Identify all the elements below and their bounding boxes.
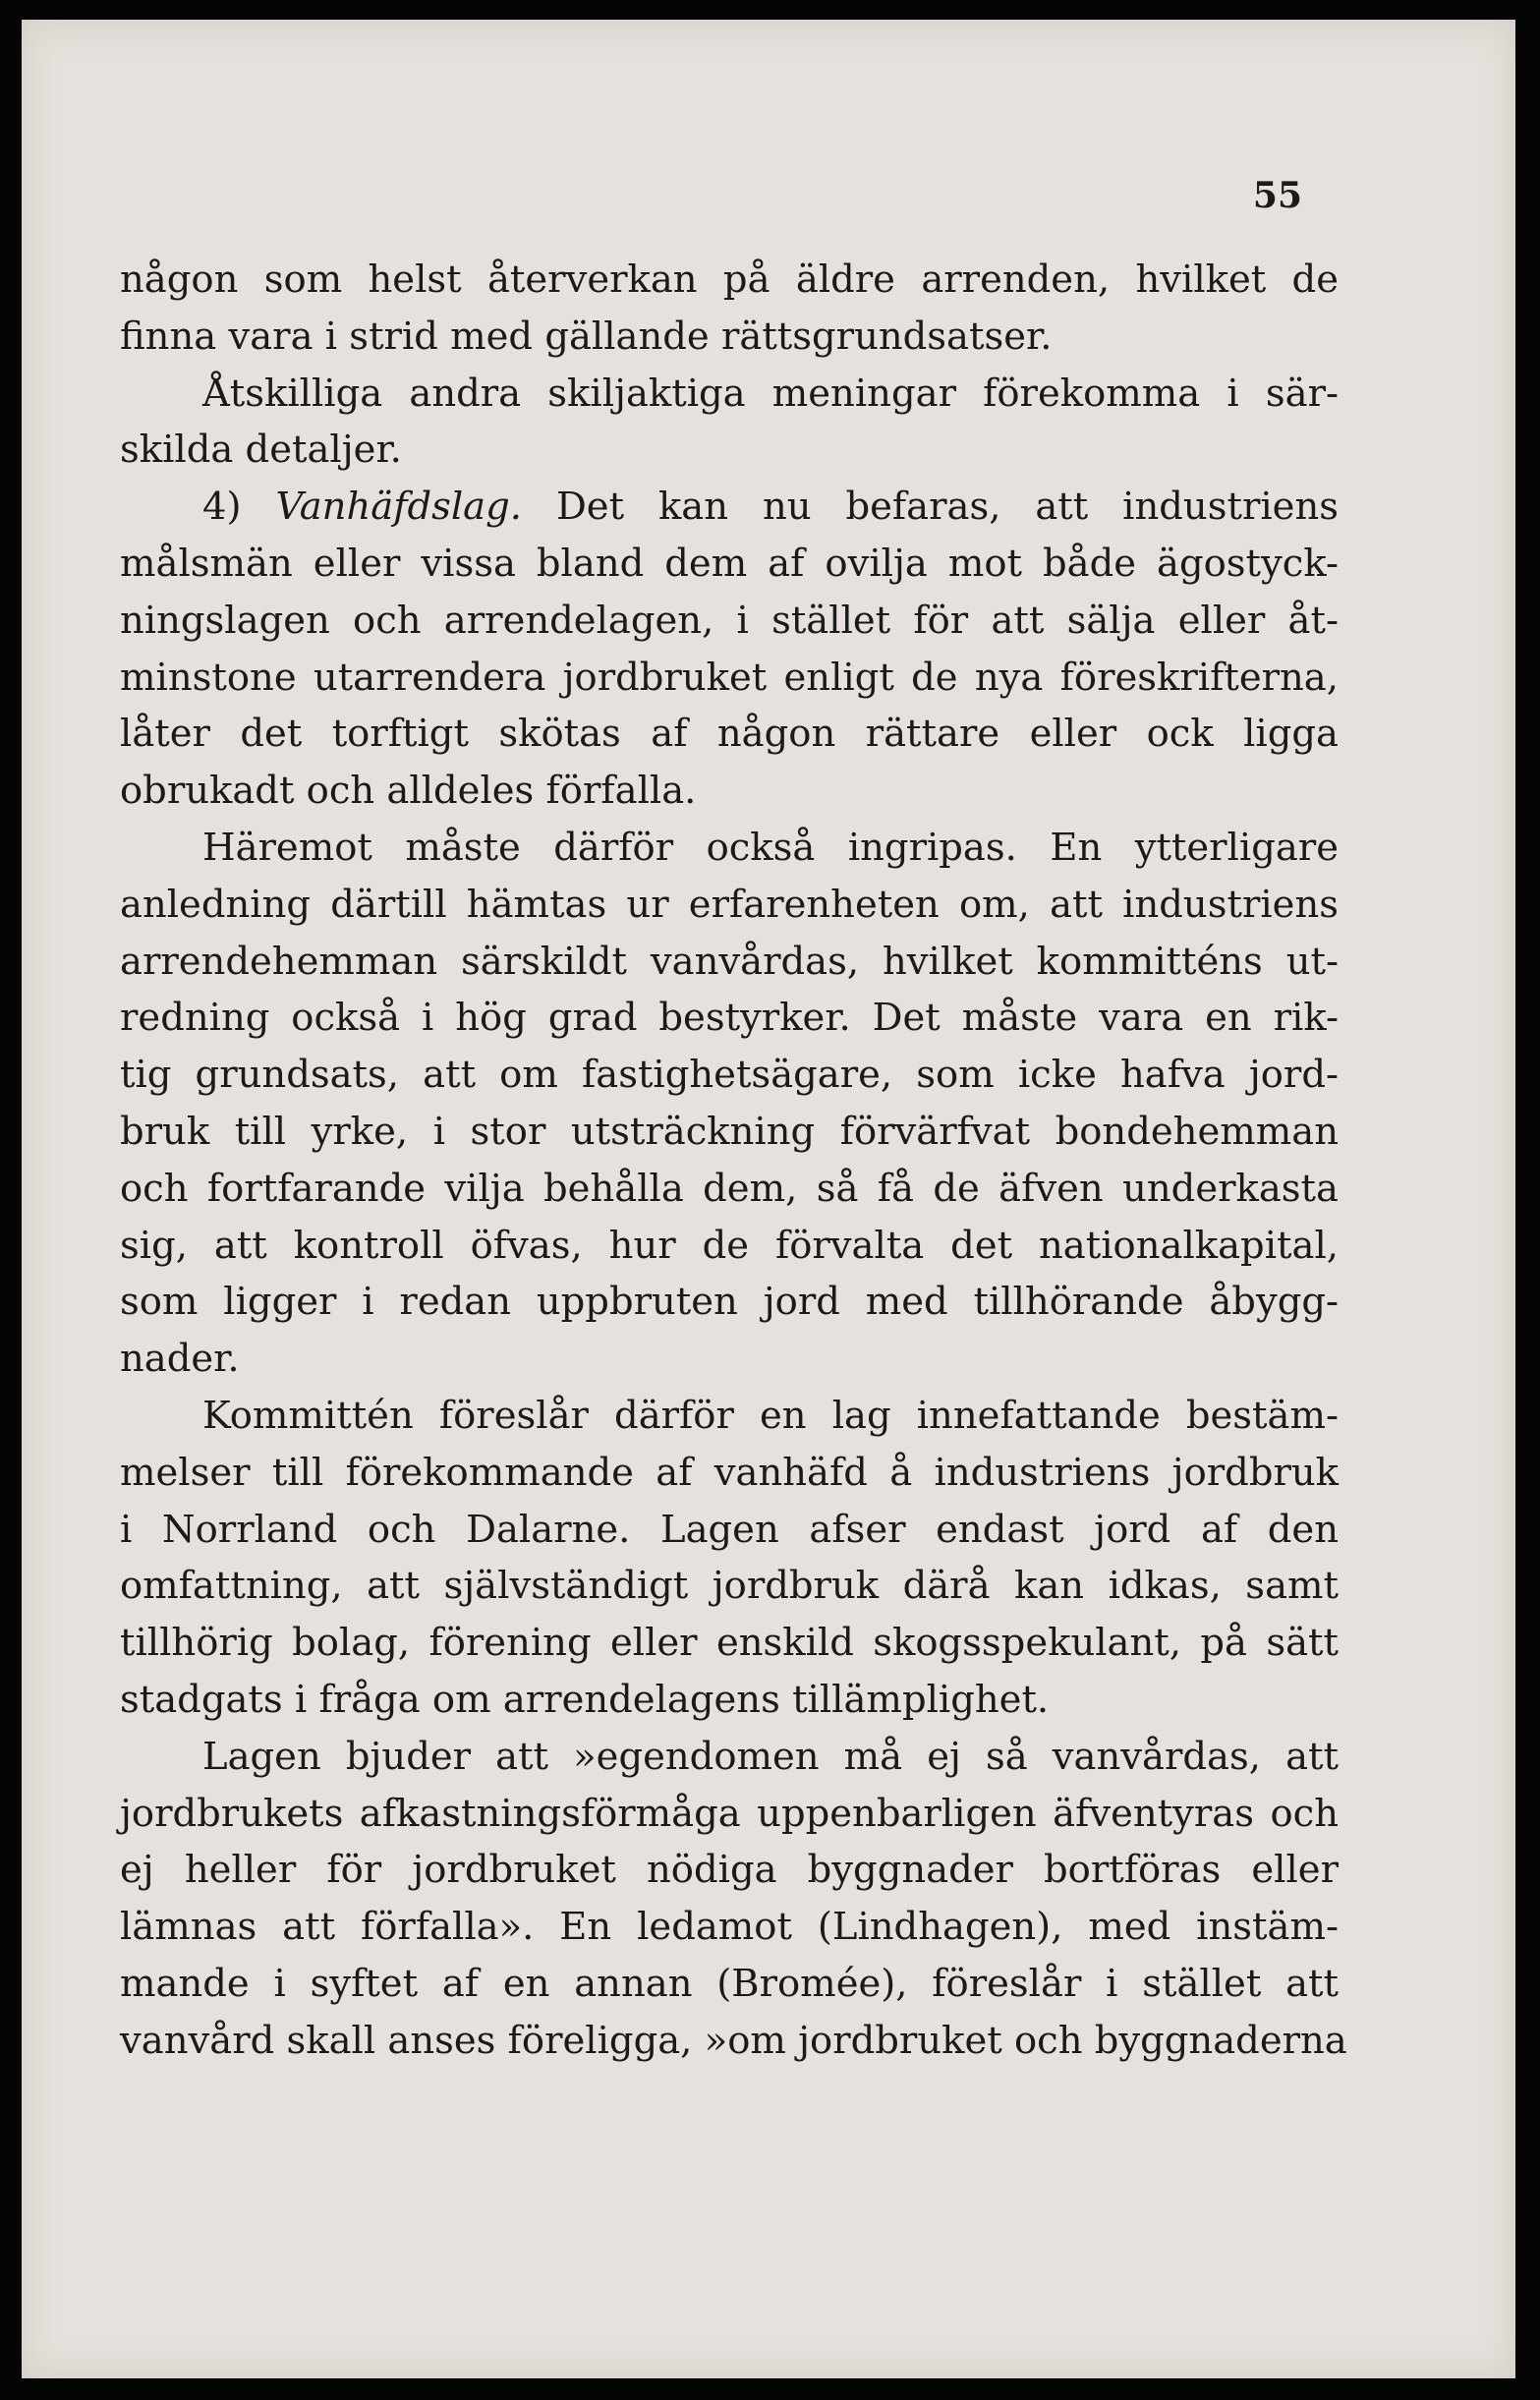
text-line: stadgats i fråga om arrendelagens tillämplighet. <box>120 1677 1050 1722</box>
text-line: minstone utarrendera jordbruket enligt de nya föreskrifterna, <box>120 655 1339 700</box>
section-heading: Vanhäfdslag. <box>275 485 523 530</box>
text-line: omfattning, att självständigt jordbruk därå kan idkas, samt <box>120 1564 1339 1609</box>
text-line: sig, att kontroll öfvas, hur de förvalta det nationalkapital, <box>120 1223 1339 1268</box>
text-line: bruk till yrke, i stor utsträckning förvärfvat bondehemman <box>120 1109 1339 1154</box>
text-line: vanvård skall anses föreligga, »om jordbruket och byggnaderna <box>120 2018 1347 2063</box>
text-line: i Norrland och Dalarne. Lagen afser endast jord af den <box>120 1507 1339 1552</box>
text-line: jordbrukets afkastningsförmåga uppenbarligen äfventyras och <box>120 1791 1339 1836</box>
book-page <box>22 20 1515 2378</box>
text-line: ningslagen och arrendelagen, i stället för att sälja eller åt- <box>120 598 1339 643</box>
text-line: anledning därtill hämtas ur erfarenheten om, att industriens <box>120 882 1339 927</box>
text-line: Lagen bjuder att »egendomen må ej så vanvårdas, att <box>202 1734 1339 1779</box>
text-line: finna vara i strid med gällande rättsgrundsatser. <box>120 314 1053 359</box>
text-line: någon som helst återverkan på äldre arrenden, hvilket de <box>120 257 1339 302</box>
text-line: skilda detaljer. <box>120 428 402 473</box>
text-line: obrukadt och alldeles förfalla. <box>120 769 697 814</box>
text-line: låter det torftigt skötas af någon rättare eller ock ligga <box>120 712 1339 757</box>
text-line: lämnas att förfalla». En ledamot (Lindhagen), med instäm- <box>120 1905 1339 1950</box>
text-line: Häremot måste därför också ingripas. En ytterligare <box>202 825 1339 870</box>
text-line: och fortfarande vilja behålla dem, så få de äfven underkasta <box>120 1166 1339 1211</box>
text-line: som ligger i redan uppbruten jord med tillhörande åbygg- <box>120 1280 1339 1325</box>
text-line: målsmän eller vissa bland dem af ovilja mot både ägostyck- <box>120 541 1339 586</box>
text-line: arrendehemman särskildt vanvårdas, hvilket kommitténs ut- <box>120 939 1339 984</box>
text-line: tillhörig bolag, förening eller enskild skogsspekulant, på sätt <box>120 1621 1339 1666</box>
text-line: Åtskilliga andra skiljaktiga meningar förekomma i sär- <box>202 371 1339 416</box>
page-number: 55 <box>1252 175 1302 216</box>
text-line <box>120 479 1339 536</box>
text-line: ej heller för jordbruket nödiga byggnader bortföras eller <box>120 1848 1339 1893</box>
text-line: redning också i hög grad bestyrker. Det måste vara en rik- <box>120 996 1339 1041</box>
text-line: mande i syftet af en annan (Bromée), föreslår i stället att <box>120 1961 1339 2006</box>
text-line: tig grundsats, att om fastighetsägare, som icke hafva jord- <box>120 1053 1339 1098</box>
page-body-text <box>120 252 1347 2070</box>
text-line: nader. <box>120 1337 240 1382</box>
section-number: 4) <box>202 485 242 530</box>
section-intro-text: Det kan nu befaras, att industriens <box>555 485 1339 530</box>
text-line: melser till förekommande af vanhäfd å industriens jordbruk <box>120 1450 1339 1495</box>
text-line: Kommittén föreslår därför en lag innefattande bestäm- <box>202 1393 1339 1438</box>
